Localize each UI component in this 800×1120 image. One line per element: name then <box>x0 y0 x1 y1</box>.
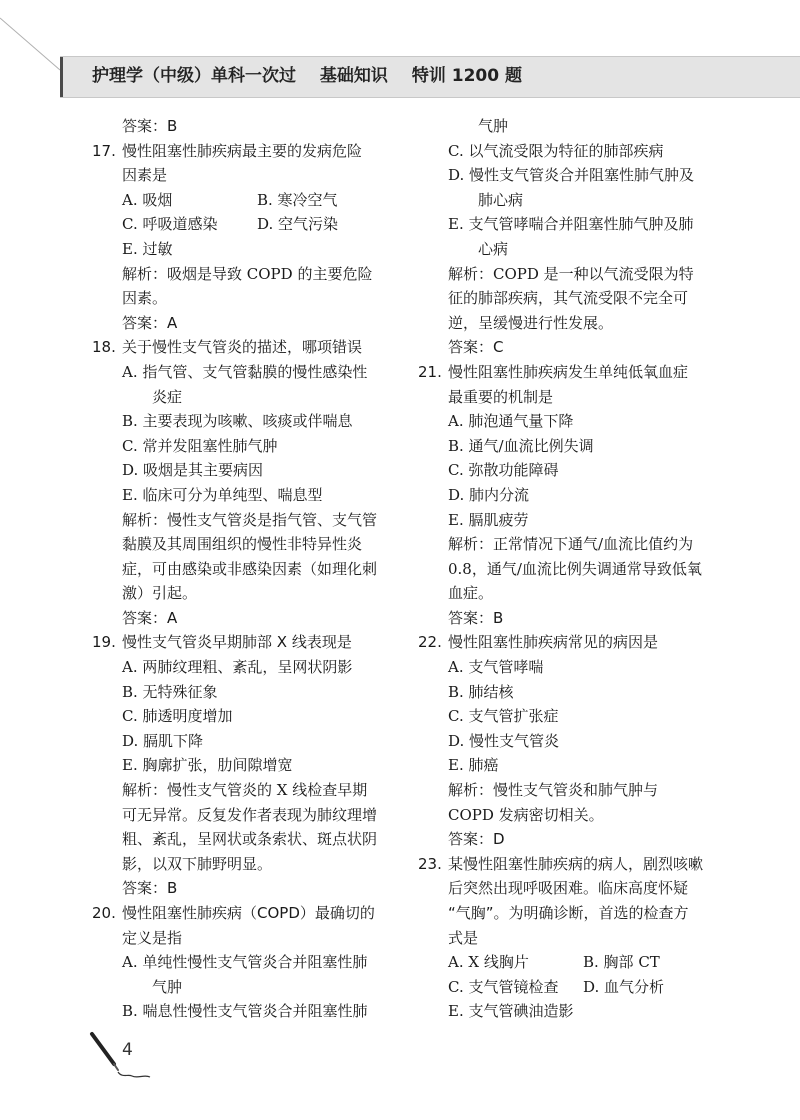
option-b: B. 寒冷空气 <box>257 190 338 209</box>
analysis-label: 解析： <box>448 535 494 554</box>
option-d: D. 血气分析 <box>583 977 665 996</box>
analysis-text: 可无异常。反复发作者表现为肺纹理增 <box>122 805 378 824</box>
option-a-cont: 炎症 <box>152 387 183 406</box>
option-b: B. 无特殊征象 <box>122 682 218 701</box>
option-d: D. 慢性支气管炎 <box>448 731 560 750</box>
analysis-text: 慢性支气管炎是指气管、支气管 <box>167 510 378 529</box>
book-section: 基础知识 <box>319 66 388 86</box>
question-22 <box>418 630 718 655</box>
option-b: B. 喘息性慢性支气管炎合并阻塞性肺 <box>122 1002 368 1021</box>
question-stem: “气胸”。为明确诊断，首选的检查方 <box>448 904 689 922</box>
question-number: 21. <box>418 362 442 381</box>
option-d: D. 膈肌下降 <box>122 731 204 750</box>
analysis <box>92 262 392 287</box>
option-b: B. 胸部 CT <box>583 953 660 972</box>
analysis <box>92 778 392 803</box>
option-c: C. 支气管镜检查 <box>448 977 559 996</box>
option-a: A. 肺泡通气量下降 <box>448 412 574 431</box>
question-20 <box>92 901 392 950</box>
option-b: B. 通气/血流比例失调 <box>448 436 594 455</box>
option-b-cont: 气肿 <box>478 117 509 135</box>
question-number: 20. <box>92 904 116 922</box>
option-a: A. 两肺纹理粗、紊乱，呈网状阴影 <box>122 658 353 677</box>
analysis-text: COPD 发病密切相关。 <box>448 805 604 824</box>
question-19 <box>92 630 392 655</box>
analysis-text: 因素。 <box>122 289 168 308</box>
analysis-text: 征的肺部疾病，其气流受限不完全可 <box>448 289 689 308</box>
analysis-label: 解析： <box>448 781 494 800</box>
book-series: 特训 1200 题 <box>411 66 522 86</box>
analysis-text: 影，以双下肺野明显。 <box>122 854 273 873</box>
option-e: E. 支气管碘油造影 <box>448 1002 574 1021</box>
question-number: 18. <box>92 338 116 357</box>
option-e: E. 过敏 <box>122 239 173 258</box>
answer: 答案：A <box>122 608 178 627</box>
question-stem: 最重要的机制是 <box>448 387 554 406</box>
analysis-text: COPD 是一种以气流受限为特 <box>493 264 694 283</box>
question-stem: 关于慢性支气管炎的描述，哪项错误 <box>122 338 363 357</box>
book-title: 护理学（中级）单科一次过 <box>92 66 296 86</box>
analysis <box>92 508 392 533</box>
analysis-text: 慢性支气管炎和肺气肿与 <box>493 781 659 800</box>
option-a: A. 单纯性慢性支气管炎合并阻塞性肺 <box>122 953 368 972</box>
analysis-label: 解析： <box>122 264 168 283</box>
option-b: B. 主要表现为咳嗽、咳痰或伴喘息 <box>122 412 353 431</box>
option-a: A. 吸烟 <box>122 190 173 209</box>
question-23 <box>418 852 718 950</box>
option-c: C. 肺透明度增加 <box>122 707 233 726</box>
option-a: A. X 线胸片 <box>448 953 529 972</box>
analysis-label: 解析： <box>448 264 494 283</box>
question-number: 17. <box>92 141 116 160</box>
question-18 <box>92 335 392 360</box>
analysis-text: 正常情况下通气/血流比值约为 <box>493 535 694 554</box>
option-d: D. 空气污染 <box>257 215 339 234</box>
option-row <box>418 950 718 975</box>
option-d-cont: 肺心病 <box>478 190 524 209</box>
right-column <box>418 114 718 1024</box>
answer: 答案：A <box>122 313 178 332</box>
question-stem: 式是 <box>448 928 479 947</box>
question-stem: 慢性支气管炎早期肺部 X 线表现是 <box>122 633 352 652</box>
analysis-text: 吸烟是导致 COPD 的主要危险 <box>167 264 373 283</box>
option-row <box>92 188 392 213</box>
analysis-label: 解析： <box>122 510 168 529</box>
left-column <box>92 114 392 1024</box>
analysis-text: 激）引起。 <box>122 584 198 603</box>
option-c: C. 弥散功能障碍 <box>448 461 559 480</box>
question-stem: 某慢性阻塞性肺疾病的病人，剧烈咳嗽 <box>448 854 704 873</box>
question-17 <box>92 139 392 188</box>
analysis <box>418 262 718 287</box>
answer: 答案：D <box>448 830 505 849</box>
answer: 答案：C <box>448 338 504 357</box>
option-row <box>418 975 718 1000</box>
analysis <box>418 532 718 557</box>
question-number: 23. <box>418 854 442 873</box>
question-number: 19. <box>92 633 116 652</box>
option-c: C. 以气流受限为特征的肺部疾病 <box>448 141 664 160</box>
option-e: E. 肺癌 <box>448 756 499 775</box>
option-c: C. 支气管扩张症 <box>448 707 559 726</box>
page-number: 4 <box>122 1040 133 1060</box>
analysis-text: 逆，呈缓慢进行性发展。 <box>448 313 614 332</box>
question-stem: 因素是 <box>122 166 168 185</box>
option-d: D. 肺内分流 <box>448 485 530 504</box>
question-stem: 慢性阻塞性肺疾病发生单纯低氧血症 <box>448 362 689 381</box>
option-e: E. 支气管哮喘合并阻塞性肺气肿及肺 <box>448 215 694 234</box>
option-e: E. 胸廓扩张，肋间隙增宽 <box>122 756 293 775</box>
analysis-text: 血症。 <box>448 584 494 603</box>
prev-answer: 答案：B <box>122 117 178 135</box>
option-row <box>92 212 392 237</box>
option-c: C. 呼吸道感染 <box>122 215 218 234</box>
option-e-cont: 心病 <box>478 239 509 258</box>
question-stem: 后突然出现呼吸困难。临床高度怀疑 <box>448 879 689 898</box>
analysis <box>418 778 718 803</box>
option-a: A. 指气管、支气管黏膜的慢性感染性 <box>122 362 368 381</box>
question-stem: 定义是指 <box>122 928 183 947</box>
option-a-cont: 气肿 <box>152 977 183 996</box>
answer: 答案：B <box>448 608 504 627</box>
analysis-text: 0.8，通气/血流比例失调通常导致低氧 <box>448 559 702 578</box>
analysis-text: 慢性支气管炎的 X 线检查早期 <box>167 781 368 800</box>
question-21 <box>418 360 718 409</box>
question-stem: 慢性阻塞性肺疾病（COPD）最确切的 <box>122 904 375 922</box>
question-stem: 慢性阻塞性肺疾病最主要的发病危险 <box>122 141 363 160</box>
answer: 答案：B <box>122 879 178 898</box>
option-c: C. 常并发阻塞性肺气肿 <box>122 436 278 455</box>
option-e: E. 膈肌疲劳 <box>448 510 529 529</box>
question-stem: 慢性阻塞性肺疾病常见的病因是 <box>448 633 659 652</box>
analysis-text: 症，可由感染或非感染因素（如理化刺 <box>122 559 378 578</box>
option-b: B. 肺结核 <box>448 682 514 701</box>
option-d: D. 慢性支气管炎合并阻塞性肺气肿及 <box>448 166 695 185</box>
option-a: A. 支气管哮喘 <box>448 658 544 677</box>
analysis-text: 粗、紊乱，呈网状或条索状、斑点状阴 <box>122 830 378 849</box>
question-number: 22. <box>418 633 442 652</box>
option-d: D. 吸烟是其主要病因 <box>122 461 264 480</box>
option-e: E. 临床可分为单纯型、喘息型 <box>122 485 323 504</box>
analysis-text: 黏膜及其周围组织的慢性非特异性炎 <box>122 535 363 554</box>
analysis-label: 解析： <box>122 781 168 800</box>
running-header <box>92 62 540 90</box>
